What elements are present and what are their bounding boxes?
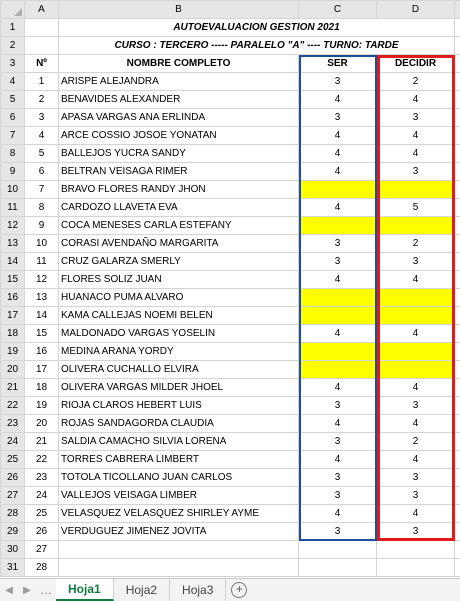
table-row <box>1 343 460 361</box>
header-number[interactable]: Nº <box>25 55 59 73</box>
cell-e2[interactable] <box>455 37 460 55</box>
decidir-score[interactable]: 2 <box>377 73 455 91</box>
decidir-score[interactable] <box>377 361 455 379</box>
table-row <box>1 505 460 523</box>
sheet-title[interactable]: AUTOEVALUACION GESTION 2021 <box>59 19 455 37</box>
header-name[interactable]: NOMBRE COMPLETO <box>59 55 299 73</box>
decidir-score[interactable]: 3 <box>377 469 455 487</box>
row-header-13[interactable]: 13 <box>1 235 25 253</box>
decidir-score[interactable]: 3 <box>377 487 455 505</box>
table-row <box>1 253 460 271</box>
student-number[interactable]: 22 <box>25 451 59 469</box>
ser-score[interactable]: 4 <box>299 91 377 109</box>
ser-score[interactable] <box>299 343 377 361</box>
student-number[interactable]: 26 <box>25 523 59 541</box>
cell-e[interactable] <box>455 325 460 343</box>
row-header-24[interactable]: 24 <box>1 433 25 451</box>
student-number[interactable]: 28 <box>25 559 59 577</box>
row-header-5[interactable]: 5 <box>1 91 25 109</box>
student-name[interactable]: VELASQUEZ VELASQUEZ SHIRLEY AYME <box>59 505 299 523</box>
table-row <box>1 73 460 91</box>
student-name[interactable]: APASA VARGAS ANA ERLINDA <box>59 109 299 127</box>
add-sheet-button[interactable] <box>226 579 252 601</box>
row-header-18[interactable]: 18 <box>1 325 25 343</box>
row-header-22[interactable]: 22 <box>1 397 25 415</box>
cell-e[interactable] <box>455 343 460 361</box>
sheet-row <box>1 19 460 37</box>
row-header-4[interactable]: 4 <box>1 73 25 91</box>
student-name[interactable]: ARCE COSSIO JOSOE YONATAN <box>59 127 299 145</box>
decidir-score[interactable] <box>377 307 455 325</box>
decidir-score[interactable] <box>377 217 455 235</box>
row-header-9[interactable]: 9 <box>1 163 25 181</box>
student-name[interactable]: BRAVO FLORES RANDY JHON <box>59 181 299 199</box>
row-header-29[interactable]: 29 <box>1 523 25 541</box>
ser-score[interactable]: 4 <box>299 163 377 181</box>
table-row <box>1 217 460 235</box>
sheet-subtitle[interactable]: CURSO : TERCERO ----- PARALELO "A" ---- TURNO: TARDE <box>59 37 455 55</box>
ser-score[interactable]: 3 <box>299 487 377 505</box>
student-number[interactable]: 27 <box>25 541 59 559</box>
row-header-19[interactable]: 19 <box>1 343 25 361</box>
student-number[interactable]: 15 <box>25 325 59 343</box>
student-name[interactable]: CRUZ GALARZA SMERLY <box>59 253 299 271</box>
row-header-21[interactable]: 21 <box>1 379 25 397</box>
decidir-score[interactable]: 4 <box>377 145 455 163</box>
column-header-a[interactable]: A <box>25 1 59 19</box>
ser-score[interactable]: 4 <box>299 505 377 523</box>
row-header-3[interactable]: 3 <box>1 55 25 73</box>
cell-e[interactable] <box>455 487 460 505</box>
cell-e[interactable] <box>455 91 460 109</box>
ser-score[interactable]: 4 <box>299 199 377 217</box>
table-row <box>1 307 460 325</box>
student-name[interactable] <box>59 541 299 559</box>
table-row <box>1 127 460 145</box>
ser-score[interactable] <box>299 541 377 559</box>
decidir-score[interactable]: 4 <box>377 451 455 469</box>
student-number[interactable]: 14 <box>25 307 59 325</box>
student-name[interactable]: TOTOLA TICOLLANO JUAN CARLOS <box>59 469 299 487</box>
cell-e[interactable] <box>455 541 460 559</box>
student-number[interactable]: 9 <box>25 217 59 235</box>
student-name[interactable]: KAMA CALLEJAS NOEMI BELEN <box>59 307 299 325</box>
table-row <box>1 523 460 541</box>
ser-score[interactable] <box>299 181 377 199</box>
table-row <box>1 433 460 451</box>
decidir-score[interactable] <box>377 541 455 559</box>
decidir-score[interactable] <box>377 289 455 307</box>
row-header-20[interactable]: 20 <box>1 361 25 379</box>
cell-a2[interactable] <box>25 37 59 55</box>
cell-e[interactable] <box>455 397 460 415</box>
ser-score[interactable]: 3 <box>299 235 377 253</box>
row-header-31[interactable]: 31 <box>1 559 25 577</box>
decidir-score[interactable] <box>377 181 455 199</box>
student-name[interactable]: FLORES SOLIZ JUAN <box>59 271 299 289</box>
student-number[interactable]: 18 <box>25 379 59 397</box>
table-row <box>1 541 460 559</box>
row-header-26[interactable]: 26 <box>1 469 25 487</box>
student-number[interactable]: 12 <box>25 271 59 289</box>
cell-e[interactable] <box>455 289 460 307</box>
row-header-1[interactable]: 1 <box>1 19 25 37</box>
tab-hoja3[interactable]: Hoja3 <box>170 579 226 601</box>
table-row <box>1 145 460 163</box>
student-number[interactable]: 10 <box>25 235 59 253</box>
row-header-2[interactable]: 2 <box>1 37 25 55</box>
ser-score[interactable] <box>299 307 377 325</box>
row-header-16[interactable]: 16 <box>1 289 25 307</box>
cell-e[interactable] <box>455 181 460 199</box>
student-number[interactable]: 6 <box>25 163 59 181</box>
cell-e[interactable] <box>455 451 460 469</box>
student-name[interactable]: ARISPE ALEJANDRA <box>59 73 299 91</box>
student-name[interactable]: RIOJA CLAROS HEBERT LUIS <box>59 397 299 415</box>
student-name[interactable]: SALDIA CAMACHO SILVIA LORENA <box>59 433 299 451</box>
triangle-right-icon[interactable]: ▶ <box>18 579 36 601</box>
row-header-25[interactable]: 25 <box>1 451 25 469</box>
decidir-score[interactable]: 2 <box>377 433 455 451</box>
tab-hoja2[interactable]: Hoja2 <box>114 579 170 601</box>
table-row <box>1 235 460 253</box>
student-number[interactable]: 13 <box>25 289 59 307</box>
ser-score[interactable]: 3 <box>299 433 377 451</box>
decidir-score[interactable] <box>377 559 455 577</box>
select-all-corner[interactable] <box>1 1 25 19</box>
student-name[interactable]: OLIVERA CUCHALLO ELVIRA <box>59 361 299 379</box>
cell-e[interactable] <box>455 361 460 379</box>
table-row <box>1 451 460 469</box>
student-number[interactable]: 16 <box>25 343 59 361</box>
decidir-score[interactable]: 2 <box>377 235 455 253</box>
decidir-score[interactable]: 4 <box>377 127 455 145</box>
ser-score[interactable] <box>299 217 377 235</box>
student-name[interactable]: COCA MENESES CARLA ESTEFANY <box>59 217 299 235</box>
student-name[interactable]: BALLEJOS YUCRA SANDY <box>59 145 299 163</box>
decidir-score[interactable]: 4 <box>377 415 455 433</box>
cell-e[interactable] <box>455 523 460 541</box>
table-row <box>1 415 460 433</box>
table-row <box>1 559 460 577</box>
row-header-17[interactable]: 17 <box>1 307 25 325</box>
table-row <box>1 181 460 199</box>
column-header-c[interactable]: C <box>299 1 377 19</box>
decidir-score[interactable]: 3 <box>377 109 455 127</box>
decidir-score[interactable]: 4 <box>377 91 455 109</box>
cell-e[interactable] <box>455 235 460 253</box>
triangle-left-icon[interactable]: ◀ <box>0 579 18 601</box>
student-number[interactable]: 5 <box>25 145 59 163</box>
sheet-tabs <box>56 579 226 601</box>
student-number[interactable]: 23 <box>25 469 59 487</box>
student-name[interactable]: MALDONADO VARGAS YOSELIN <box>59 325 299 343</box>
student-number[interactable]: 8 <box>25 199 59 217</box>
decidir-score[interactable]: 4 <box>377 505 455 523</box>
ser-score[interactable]: 4 <box>299 145 377 163</box>
cell-e3[interactable] <box>455 55 460 73</box>
student-name[interactable]: TORRES CABRERA LIMBERT <box>59 451 299 469</box>
ser-score[interactable]: 3 <box>299 523 377 541</box>
ser-score[interactable]: 3 <box>299 253 377 271</box>
ser-score[interactable] <box>299 361 377 379</box>
ser-score[interactable]: 4 <box>299 451 377 469</box>
table-row <box>1 91 460 109</box>
student-number[interactable]: 7 <box>25 181 59 199</box>
cell-e[interactable] <box>455 73 460 91</box>
row-header-15[interactable]: 15 <box>1 271 25 289</box>
table-row <box>1 361 460 379</box>
decidir-score[interactable]: 3 <box>377 163 455 181</box>
ser-score[interactable]: 3 <box>299 109 377 127</box>
row-header-27[interactable]: 27 <box>1 487 25 505</box>
decidir-score[interactable]: 5 <box>377 199 455 217</box>
student-name[interactable]: VERDUGUEZ JIMENEZ JOVITA <box>59 523 299 541</box>
student-name[interactable]: OLIVERA VARGAS MILDER JHOEL <box>59 379 299 397</box>
student-number[interactable]: 4 <box>25 127 59 145</box>
row-header-11[interactable]: 11 <box>1 199 25 217</box>
ser-score[interactable]: 4 <box>299 379 377 397</box>
ser-score[interactable]: 4 <box>299 415 377 433</box>
row-header-7[interactable]: 7 <box>1 127 25 145</box>
row-header-10[interactable]: 10 <box>1 181 25 199</box>
ser-score[interactable]: 4 <box>299 271 377 289</box>
column-header-e[interactable] <box>455 1 460 19</box>
student-number[interactable]: 2 <box>25 91 59 109</box>
decidir-score[interactable]: 3 <box>377 253 455 271</box>
column-header-b[interactable]: B <box>59 1 299 19</box>
row-header-6[interactable]: 6 <box>1 109 25 127</box>
row-header-14[interactable]: 14 <box>1 253 25 271</box>
column-header-d[interactable]: D <box>377 1 455 19</box>
decidir-score[interactable]: 4 <box>377 325 455 343</box>
cell-e[interactable] <box>455 217 460 235</box>
decidir-score[interactable]: 4 <box>377 271 455 289</box>
ser-score[interactable] <box>299 559 377 577</box>
student-number[interactable]: 21 <box>25 433 59 451</box>
student-number[interactable]: 3 <box>25 109 59 127</box>
ser-score[interactable]: 3 <box>299 469 377 487</box>
student-number[interactable]: 1 <box>25 73 59 91</box>
student-number[interactable]: 17 <box>25 361 59 379</box>
student-name[interactable]: ROJAS SANDAGORDA CLAUDIA <box>59 415 299 433</box>
plus-circle-icon: + <box>231 582 247 598</box>
header-decidir[interactable]: DECIDIR <box>377 55 455 73</box>
cell-e[interactable] <box>455 271 460 289</box>
row-header-28[interactable]: 28 <box>1 505 25 523</box>
student-name[interactable]: VALLEJOS VEISAGA LIMBER <box>59 487 299 505</box>
cell-e[interactable] <box>455 469 460 487</box>
table-row <box>1 289 460 307</box>
row-header-23[interactable]: 23 <box>1 415 25 433</box>
student-name[interactable]: HUANACO PUMA ALVARO <box>59 289 299 307</box>
cell-e[interactable] <box>455 199 460 217</box>
student-name[interactable]: CARDOZO LLAVETA EVA <box>59 199 299 217</box>
table-row <box>1 109 460 127</box>
sheet-row <box>1 37 460 55</box>
student-number[interactable]: 24 <box>25 487 59 505</box>
student-number[interactable]: 25 <box>25 505 59 523</box>
cell-e[interactable] <box>455 505 460 523</box>
row-header-30[interactable]: 30 <box>1 541 25 559</box>
table-header-row <box>1 55 460 73</box>
table-row <box>1 487 460 505</box>
cell-e[interactable] <box>455 109 460 127</box>
cell-e[interactable] <box>455 163 460 181</box>
table-row <box>1 199 460 217</box>
cell-a1[interactable] <box>25 19 59 37</box>
row-header-8[interactable]: 8 <box>1 145 25 163</box>
decidir-score[interactable]: 4 <box>377 379 455 397</box>
row-header-12[interactable]: 12 <box>1 217 25 235</box>
cell-e[interactable] <box>455 307 460 325</box>
student-name[interactable] <box>59 559 299 577</box>
ser-score[interactable]: 4 <box>299 127 377 145</box>
tab-hoja1[interactable]: Hoja1 <box>56 579 114 601</box>
student-name[interactable]: MEDINA ARANA YORDY <box>59 343 299 361</box>
column-header-row <box>1 1 460 19</box>
cell-e[interactable] <box>455 145 460 163</box>
table-row <box>1 163 460 181</box>
ser-score[interactable]: 3 <box>299 397 377 415</box>
student-number[interactable]: 19 <box>25 397 59 415</box>
table-row <box>1 397 460 415</box>
select-all-triangle-icon <box>14 8 22 16</box>
student-number[interactable]: 20 <box>25 415 59 433</box>
decidir-score[interactable]: 3 <box>377 523 455 541</box>
student-name[interactable]: CORASI AVENDAÑO MARGARITA <box>59 235 299 253</box>
student-name[interactable]: BELTRAN VEISAGA RIMER <box>59 163 299 181</box>
cell-e[interactable] <box>455 253 460 271</box>
table-row <box>1 379 460 397</box>
student-name[interactable]: BENAVIDES ALEXANDER <box>59 91 299 109</box>
decidir-score[interactable] <box>377 343 455 361</box>
ellipsis-icon[interactable]: … <box>36 579 56 601</box>
cell-e1[interactable] <box>455 19 460 37</box>
cell-e[interactable] <box>455 559 460 577</box>
ser-score[interactable] <box>299 289 377 307</box>
ser-score[interactable]: 3 <box>299 73 377 91</box>
cell-e[interactable] <box>455 379 460 397</box>
ser-score[interactable]: 4 <box>299 325 377 343</box>
table-row <box>1 325 460 343</box>
table-row <box>1 271 460 289</box>
cell-e[interactable] <box>455 127 460 145</box>
cell-e[interactable] <box>455 415 460 433</box>
table-row <box>1 469 460 487</box>
header-ser[interactable]: SER <box>299 55 377 73</box>
cell-e[interactable] <box>455 433 460 451</box>
decidir-score[interactable]: 3 <box>377 397 455 415</box>
student-number[interactable]: 11 <box>25 253 59 271</box>
sheet-tab-bar <box>0 578 460 601</box>
